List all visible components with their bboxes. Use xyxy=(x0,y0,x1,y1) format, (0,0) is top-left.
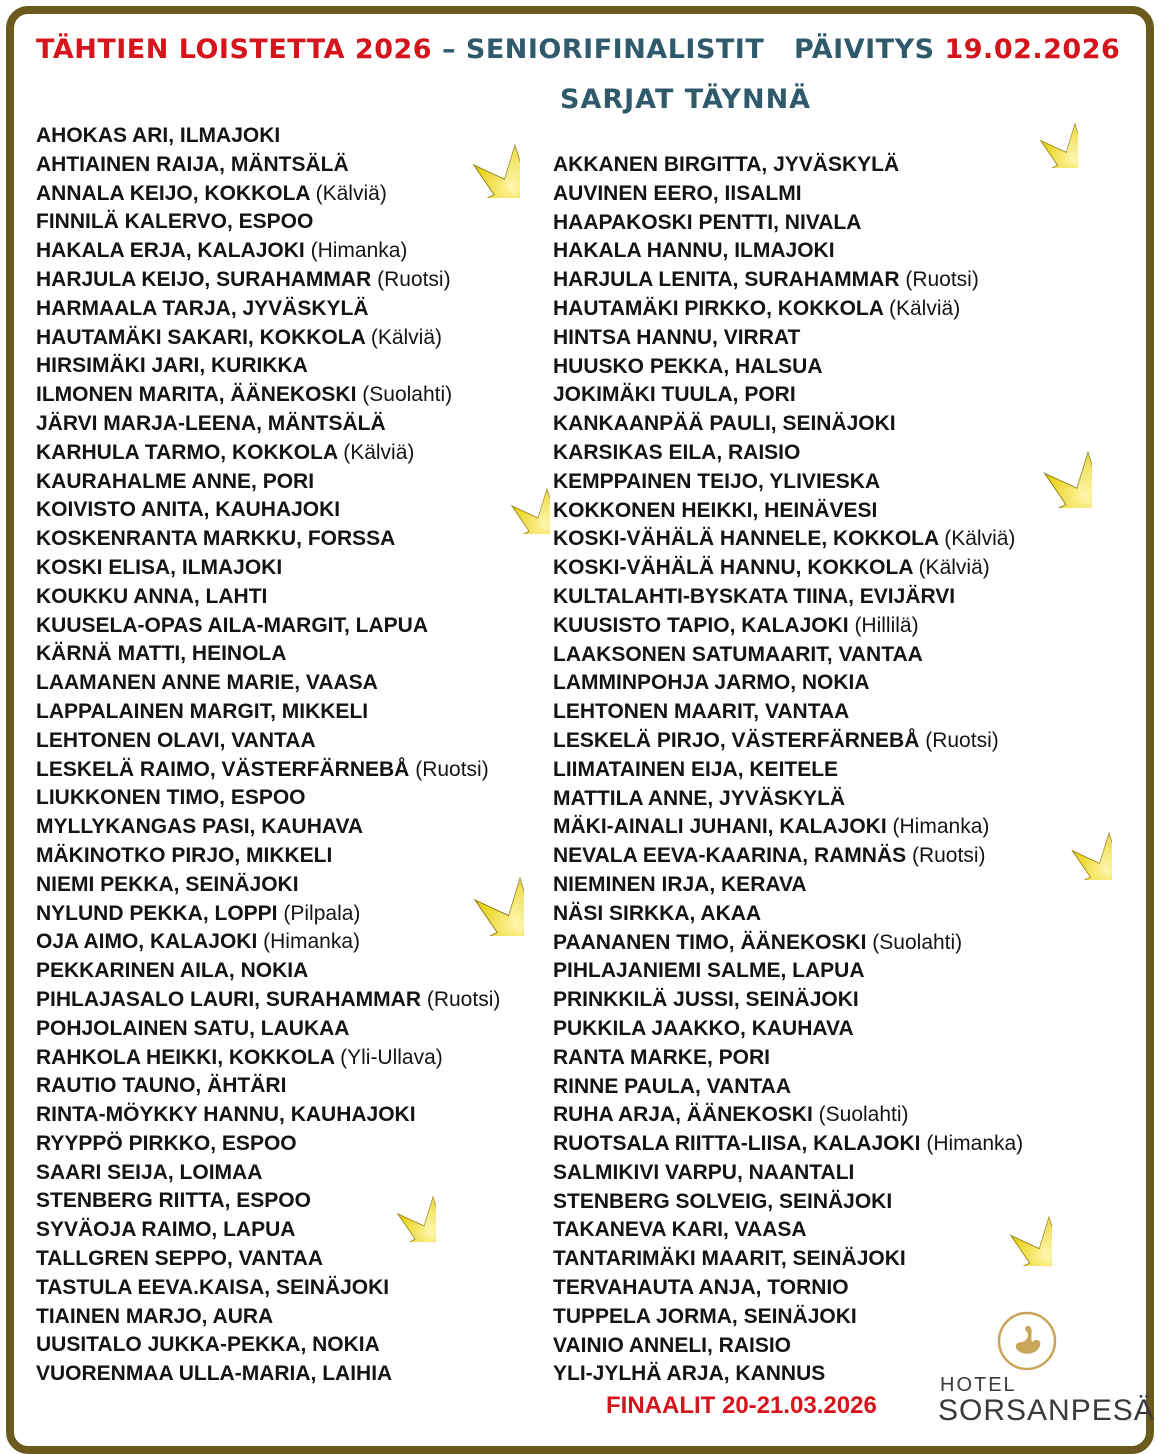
finalist-name: ILMONEN MARITA, ÄÄNEKOSKI xyxy=(36,383,357,407)
finalist-name: HAKALA ERJA, KALAJOKI xyxy=(36,239,305,263)
finalist-name: LAAMANEN ANNE MARIE, VAASA xyxy=(36,671,378,695)
finalist-name: LIIMATAINEN EIJA, KEITELE xyxy=(553,757,839,781)
finalist-entry xyxy=(553,209,1023,238)
finalist-name: KULTALAHTI-BYSKATA TIINA, EVIJÄRVI xyxy=(553,584,956,608)
finalist-name: VAINIO ANNELI, RAISIO xyxy=(553,1333,792,1357)
finalist-name: VUORENMAA ULLA-MARIA, LAIHIA xyxy=(36,1362,393,1386)
finalist-locality: (Suolahti) xyxy=(362,383,453,407)
finalist-entry xyxy=(553,324,1023,353)
finalist-entry xyxy=(553,698,1023,727)
finalist-name: TIAINEN MARJO, AURA xyxy=(36,1304,274,1328)
finalist-entry xyxy=(553,813,1023,842)
finalist-name: AHTIAINEN RAIJA, MÄNTSÄLÄ xyxy=(36,152,349,176)
star-icon xyxy=(980,76,1078,168)
finalist-entry xyxy=(553,468,1023,497)
finalist-entry xyxy=(36,496,500,525)
finalist-name: SAARI SEIJA, LOIMAA xyxy=(36,1160,263,1184)
finalist-entry xyxy=(553,957,1023,986)
finalist-entry xyxy=(553,295,1023,324)
finalist-entry xyxy=(36,1303,500,1332)
finalist-entry xyxy=(553,497,1023,526)
finalist-name: TAKANEVA KARI, VAASA xyxy=(553,1218,807,1242)
finalist-entry xyxy=(553,554,1023,583)
finalist-name: JOKIMÄKI TUULA, PORI xyxy=(553,383,796,407)
finalist-name: STENBERG SOLVEIG, SEINÄJOKI xyxy=(553,1189,893,1213)
finalist-entry xyxy=(36,468,500,497)
finalist-entry xyxy=(36,266,500,295)
finalist-entry xyxy=(553,1044,1023,1073)
finalist-name: PIHLAJASALO LAURI, SURAHAMMAR xyxy=(36,987,421,1011)
finalist-locality: (Kälviä) xyxy=(315,181,387,205)
finalist-name: NÄSI SIRKKA, AKAA xyxy=(553,901,762,925)
finalist-entry xyxy=(553,871,1023,900)
finalist-entry xyxy=(36,295,500,324)
finalist-name: KUUSISTO TAPIO, KALAJOKI xyxy=(553,613,849,637)
finalist-name: TUPPELA JORMA, SEINÄJOKI xyxy=(553,1304,857,1328)
finalist-entry xyxy=(36,986,500,1015)
finalist-name: HAAPAKOSKI PENTTI, NIVALA xyxy=(553,210,862,234)
finalist-name: HAKALA HANNU, ILMAJOKI xyxy=(553,239,835,263)
finalist-entry xyxy=(553,1130,1023,1159)
finalist-name: ANNALA KEIJO, KOKKOLA xyxy=(36,181,310,205)
finalist-name: POHJOLAINEN SATU, LAUKAA xyxy=(36,1016,350,1040)
title-event: TÄHTIEN LOISTETTA 2026 xyxy=(36,34,433,65)
finalist-name: RYYPPÖ PIRKKO, ESPOO xyxy=(36,1131,297,1155)
finalist-entry xyxy=(553,151,1023,180)
finalist-name: AUVINEN EERO, IISALMI xyxy=(553,181,802,205)
finalist-name: KARHULA TARMO, KOKKOLA xyxy=(36,440,338,464)
finalist-name: TASTULA EEVA.KAISA, SEINÄJOKI xyxy=(36,1275,390,1299)
finalist-entry xyxy=(36,1015,500,1044)
finalist-name: HAUTAMÄKI PIRKKO, KOKKOLA xyxy=(553,296,884,320)
logo-hotel-text: HOTEL xyxy=(940,1374,1017,1396)
star-icon xyxy=(450,440,550,534)
finalist-locality: (Hillilä) xyxy=(854,613,919,637)
finalist-entry xyxy=(36,1360,500,1389)
finalist-entry xyxy=(553,583,1023,612)
finalist-entry xyxy=(553,266,1023,295)
finalist-locality: (Himanka) xyxy=(926,1132,1024,1156)
finalist-entry xyxy=(553,785,1023,814)
finalist-name: KAURAHALME ANNE, PORI xyxy=(36,469,315,493)
finals-date: FINAALIT 20-21.03.2026 xyxy=(606,1392,877,1419)
hotel-logo xyxy=(938,1310,1155,1430)
finalist-entry xyxy=(36,1044,500,1073)
finalist-entry xyxy=(36,957,500,986)
finalist-locality: (Ruotsi) xyxy=(377,267,451,291)
finalist-name: TALLGREN SEPPO, VANTAA xyxy=(36,1247,324,1271)
finalist-locality: (Ruotsi) xyxy=(426,987,501,1011)
finalist-name: KOUKKU ANNA, LAHTI xyxy=(36,584,268,608)
finalist-entry xyxy=(36,324,500,353)
finalist-name: SALMIKIVI VARPU, NAANTALI xyxy=(553,1160,855,1184)
finalist-name: NEVALA EEVA-KAARINA, RAMNÄS xyxy=(553,844,907,868)
finalist-name: KOSKI ELISA, ILMAJOKI xyxy=(36,555,283,579)
finalist-entry xyxy=(36,554,500,583)
finalist-locality: (Ruotsi) xyxy=(911,844,986,868)
finalist-entry xyxy=(553,929,1023,958)
finalist-locality: (Ruotsi) xyxy=(905,268,979,292)
finalist-name: JÄRVI MARJA-LEENA, MÄNTSÄLÄ xyxy=(36,411,386,435)
finalist-name: PUKKILA JAAKKO, KAUHAVA xyxy=(553,1016,854,1040)
finalist-locality: (Himanka) xyxy=(263,930,360,954)
finalist-entry xyxy=(36,784,500,813)
finalist-name: KOSKI-VÄHÄLÄ HANNELE, KOKKOLA xyxy=(553,527,939,551)
finalist-entry xyxy=(553,1274,1023,1303)
finalist-entry xyxy=(553,1101,1023,1130)
finalist-entry xyxy=(36,410,500,439)
finalist-entry xyxy=(553,986,1023,1015)
finalist-name: NYLUND PEKKA, LOPPI xyxy=(36,901,278,925)
finalist-entry xyxy=(553,353,1023,382)
logo-name-text: SORSANPESÄ xyxy=(938,1394,1155,1427)
finalist-locality: (Kälviä) xyxy=(343,440,415,464)
finalist-entry xyxy=(36,583,500,612)
finalist-entry xyxy=(36,1072,500,1101)
finalist-name: PIHLAJANIEMI SALME, LAPUA xyxy=(553,959,865,983)
title-update-date: 19.02.2026 xyxy=(944,34,1121,65)
finalist-locality: (Yli-Ullava) xyxy=(340,1045,443,1069)
finalist-name: HINTSA HANNU, VIRRAT xyxy=(553,325,801,349)
finalist-entry xyxy=(36,237,500,266)
finalist-name: KANKAANPÄÄ PAULI, SEINÄJOKI xyxy=(553,412,896,436)
finalist-name: MYLLYKANGAS PASI, KAUHAVA xyxy=(36,815,364,839)
finalist-entry xyxy=(36,698,500,727)
finalist-locality: (Himanka) xyxy=(310,239,408,263)
finalist-entry xyxy=(36,1274,500,1303)
finalist-name: STENBERG RIITTA, ESPOO xyxy=(36,1189,311,1213)
finalist-entry xyxy=(36,640,500,669)
finalist-entry xyxy=(36,439,500,468)
finalist-entry xyxy=(553,410,1023,439)
finalist-name: LESKELÄ RAIMO, VÄSTERFÄRNEBÅ xyxy=(36,757,410,781)
finalist-name: NIEMINEN IRJA, KERAVA xyxy=(553,872,807,896)
finalist-entry xyxy=(553,381,1023,410)
finalist-entry xyxy=(36,612,500,641)
finalist-name: TANTARIMÄKI MAARIT, SEINÄJOKI xyxy=(553,1247,906,1271)
finalist-name: KOIVISTO ANITA, KAUHAJOKI xyxy=(36,498,341,522)
finalist-name: NIEMI PEKKA, SEINÄJOKI xyxy=(36,872,299,896)
star-icon xyxy=(396,816,524,936)
finalist-name: PAANANEN TIMO, ÄÄNEKOSKI xyxy=(553,930,867,954)
finalist-name: RINTA-MÖYKKY HANNU, KAUHAJOKI xyxy=(36,1103,416,1127)
finalist-name: RAHKOLA HEIKKI, KOKKOLA xyxy=(36,1045,335,1069)
finalist-entry xyxy=(36,756,500,785)
title-update-label: PÄIVITYS xyxy=(793,34,935,65)
finalist-name: LEHTONEN OLAVI, VANTAA xyxy=(36,728,316,752)
finalist-entry xyxy=(36,525,500,554)
finalist-entry xyxy=(36,352,500,381)
finalist-name: HUUSKO PEKKA, HALSUA xyxy=(553,354,823,378)
finalist-name: HARJULA KEIJO, SURAHAMMAR xyxy=(36,267,372,291)
finalist-entry xyxy=(36,1245,500,1274)
finalist-locality: (Himanka) xyxy=(892,815,990,839)
finalist-entry xyxy=(36,1331,500,1360)
star-icon xyxy=(968,392,1092,508)
finalist-name: MATTILA ANNE, JYVÄSKYLÄ xyxy=(553,786,846,810)
finalist-locality: (Kälviä) xyxy=(944,527,1016,551)
finalist-name: RINNE PAULA, VANTAA xyxy=(553,1074,791,1098)
finalist-entry xyxy=(553,237,1023,266)
finalist-entry xyxy=(553,1073,1023,1102)
finalist-entry xyxy=(36,381,500,410)
finalist-entry xyxy=(553,756,1023,785)
finalist-name: PRINKKILÄ JUSSI, SEINÄJOKI xyxy=(553,988,859,1012)
finalist-entry xyxy=(553,641,1023,670)
finalist-locality: (Kälviä) xyxy=(889,296,961,320)
finalist-entry xyxy=(553,612,1023,641)
star-icon xyxy=(944,1164,1052,1266)
finalist-name: FINNILÄ KALERVO, ESPOO xyxy=(36,210,314,234)
finalist-name: RAUTIO TAUNO, ÄHTÄRI xyxy=(36,1074,287,1098)
finalist-name: PEKKARINEN AILA, NOKIA xyxy=(36,959,309,983)
finalist-entry xyxy=(553,900,1023,929)
finalist-name: LEHTONEN MAARIT, VANTAA xyxy=(553,700,850,724)
finalist-locality: (Ruotsi) xyxy=(415,757,489,781)
finalist-name: UUSITALO JUKKA-PEKKA, NOKIA xyxy=(36,1333,380,1357)
finalist-name: YLI-JYLHÄ ARJA, KANNUS xyxy=(553,1362,826,1386)
finalist-entry xyxy=(553,180,1023,209)
finalist-locality: (Kälviä) xyxy=(918,556,990,580)
finalist-entry xyxy=(553,727,1023,756)
finalist-name: KARSIKAS EILA, RAISIO xyxy=(553,440,801,464)
finalist-name: KOSKENRANTA MARKKU, FORSSA xyxy=(36,527,396,551)
finalist-name: KOKKONEN HEIKKI, HEINÄVESI xyxy=(553,498,878,522)
finalist-name: LAAKSONEN SATUMAARIT, VANTAA xyxy=(553,642,923,666)
finalist-name: SYVÄOJA RAIMO, LAPUA xyxy=(36,1218,296,1242)
finalist-name: RUOTSALA RIITTA-LIISA, KALAJOKI xyxy=(553,1132,921,1156)
finalist-entry xyxy=(553,669,1023,698)
finalist-locality: (Suolahti) xyxy=(872,930,963,954)
finalist-locality: (Kälviä) xyxy=(370,325,443,349)
finalist-name: KÄRNÄ MATTI, HEINOLA xyxy=(36,642,287,666)
page-subtitle: SARJAT TÄYNNÄ xyxy=(560,84,812,115)
finalist-name: LAMMINPOHJA JARMO, NOKIA xyxy=(553,671,870,695)
finalist-locality: (Suolahti) xyxy=(818,1103,909,1127)
finalist-entry xyxy=(553,525,1023,554)
finalist-entry xyxy=(36,727,500,756)
finalist-name: RUHA ARJA, ÄÄNEKOSKI xyxy=(553,1103,813,1127)
finalist-name: KUUSELA-OPAS AILA-MARGIT, LAPUA xyxy=(36,613,428,637)
swan-icon xyxy=(996,1310,1058,1372)
finalist-entry xyxy=(36,669,500,698)
finalist-name: LIUKKONEN TIMO, ESPOO xyxy=(36,786,306,810)
star-icon xyxy=(336,1148,436,1242)
finalist-name: KEMPPAINEN TEIJO, YLIVIESKA xyxy=(553,469,881,493)
finalist-locality: (Ruotsi) xyxy=(925,728,999,752)
finalist-name: RANTA MARKE, PORI xyxy=(553,1045,770,1069)
finalist-entry xyxy=(553,439,1023,468)
finalist-name: MÄKI-AINALI JUHANI, KALAJOKI xyxy=(553,815,887,839)
finalist-name: AKKANEN BIRGITTA, JYVÄSKYLÄ xyxy=(553,153,900,176)
star-icon xyxy=(1008,782,1112,880)
finalist-name: HARJULA LENITA, SURAHAMMAR xyxy=(553,268,900,292)
finalist-entry xyxy=(36,208,500,237)
finalist-entry xyxy=(36,1101,500,1130)
page-title xyxy=(36,34,1136,65)
title-category: – SENIORIFINALISTIT xyxy=(441,34,765,65)
finalist-name: HARMAALA TARJA, JYVÄSKYLÄ xyxy=(36,296,369,320)
finalist-name: LESKELÄ PIRJO, VÄSTERFÄRNEBÅ xyxy=(553,728,920,752)
finalist-entry xyxy=(553,1015,1023,1044)
finalist-entry xyxy=(553,842,1023,871)
finalist-name: LAPPALAINEN MARGIT, MIKKELI xyxy=(36,699,369,723)
finalist-name: KOSKI-VÄHÄLÄ HANNU, KOKKOLA xyxy=(553,556,913,580)
finalist-name: HIRSIMÄKI JARI, KURIKKA xyxy=(36,354,308,378)
finalist-locality: (Pilpala) xyxy=(283,901,361,925)
finalist-name: TERVAHAUTA ANJA, TORNIO xyxy=(553,1276,849,1300)
finalist-name: OJA AIMO, KALAJOKI xyxy=(36,930,258,954)
finalist-name: AHOKAS ARI, ILMAJOKI xyxy=(36,124,281,147)
star-icon xyxy=(400,88,520,198)
finalist-name: MÄKINOTKO PIRJO, MIKKELI xyxy=(36,843,333,867)
finalist-name: HAUTAMÄKI SAKARI, KOKKOLA xyxy=(36,325,365,349)
